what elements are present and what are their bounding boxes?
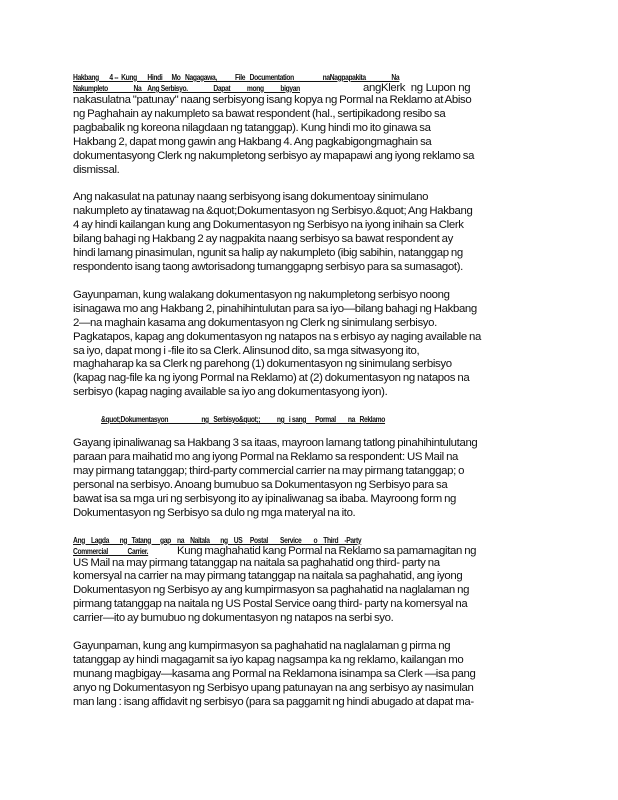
paragraph-line: nakasulatna "patunay" naang serbisyong isang kopya ng Pormal na Reklamo at Abiso [73, 94, 472, 106]
paragraph-line: hindi lamang pinasimulan, ngunit sa halip ay nakumpleto (ibig sabihin, natanggap ng [73, 247, 463, 260]
paragraph-line: bawat isa sa mga uri ng serbisyong ito ay ipinaliwanag sa ibaba. Mayroong form ng [73, 492, 457, 505]
paragraph-line: bilang bahagi ng Hakbang 2 ay nagpakita naang serbisyo sa bawat respondent ay [73, 233, 454, 246]
subheading-text: &quot;Dokumentasyon ng Serbisyo&quot;; ng i sang Pormal na Reklamo [101, 414, 386, 425]
paragraph-3 [73, 289, 535, 400]
paragraph-line: komersyal na carrier na may pirmang tatanggap na naitala sa paghahatid, ang iyong [73, 570, 463, 583]
paragraph-6 [73, 640, 535, 710]
paragraph-line: Gayang ipinaliwanag sa Hakbang 3 sa itaas, mayroon lamang tatlong pinahihintulutang [73, 437, 478, 450]
paragraph-line: maghaharap ka sa Clerk ng parehong (1) dokumentasyon ng sinimulang serbisyo [73, 358, 452, 371]
paragraph-line: personal na serbisyo. Anoang bumubuo sa Dokumentasyon ng Serbisyo para sa [73, 478, 448, 491]
subheading [101, 414, 440, 425]
paragraph-line: Gayunpaman, kung walakang dokumentasyon ng nakumpletong serbisyo noong [73, 288, 450, 301]
paragraph-line: respondento isang taong awtorisadong tumanggapng serbisyo para sa sumasagot). [73, 260, 463, 273]
paragraph-line: man lang : isang affidavit ng serbisyo (para sa paggamit ng hindi abugado at dapat ma- [73, 695, 474, 708]
paragraph-line: serbisyo (kapag naging available sa iyo ang dokumentasyong iyon). [73, 386, 388, 399]
paragraph-line: carrier—ito ay bumubuo ng dokumentasyon ng natapos na serbi syo. [73, 612, 394, 625]
heading-line-1: Hakbang 4 -- Kung Hindi Mo Nagagawa, File Documentation naNagpapakita Na [73, 72, 400, 82]
heading-tail: Kung maghahatid kang Pormal na Reklamo sa pamamagitan ng [177, 544, 477, 557]
paragraph-line: 4 ay hindi kailangan kung ang Dokumentasyon ng Serbisyo na iyong inihain sa Clerk [73, 219, 464, 232]
paragraph-line: Hakbang 2, dapat mong gawin ang Hakbang 4. Ang pagkabigongmaghain sa [73, 135, 432, 148]
heading-line-2-text: Nakumpleto Na Ang Serbisyo. Dapat mong bigyan [73, 83, 300, 93]
paragraph-line: paraan para maihatid mo ang iyong Pormal na Reklamo sa respondent: US Mail na [73, 451, 459, 464]
paragraph-line: dokumentasyong Clerk ng nakumpletong serbisyo ay mapapawi ang iyong reklamo sa [73, 149, 475, 162]
paragraph-line: sa iyo, dapat mong i -file ito sa Clerk. Alinsunod dito, sa mga sitwasyong ito, [73, 344, 420, 357]
paragraph-line: may pirmang tatanggap; third-party commercial carrier na may pirmang tatanggap; o [73, 464, 465, 477]
paragraph-line: munang magbigay—kasama ang Pormal na Reklamona isinampa sa Clerk —isa pang [73, 667, 476, 680]
paragraph-line: Gayunpaman, kung ang kumpirmasyon sa paghahatid na naglalaman g pirma ng [73, 640, 451, 653]
document-body [73, 72, 535, 724]
paragraph-line: Ang nakasulat na patunay naang serbisyong isang dokumentoay sinimulano [73, 191, 429, 204]
paragraph-line: pagbabalik ng koreona nilagdaan ng tatanggap). Kung hindi mo ito ginawa sa [73, 121, 431, 134]
paragraph-line: isinagawa mo ang Hakbang 2, pinahihintulutan para sa iyo—bilang bahagi ng Hakbang [73, 302, 477, 315]
paragraph-line: Dokumentasyon ng Serbisyo sa dulo ng mga materyal na ito. [73, 506, 356, 519]
section-us-postal [73, 535, 535, 627]
paragraph-line: pirmang tatanggap na naitala ng US Postal Service oang third- party na komersyal na [73, 598, 468, 611]
paragraph-5 [73, 557, 535, 627]
paragraph-line: (kapag nag-file ka ng iyong Pormal na Reklamo) at (2) dokumentasyon ng natapos na [73, 372, 470, 385]
paragraph-line: Dokumentasyon ng Serbisyo ay ang kumpirmasyon sa paghahatid na naglalaman ng [73, 584, 470, 597]
heading-line-1: Ang Lagda ng Tatang gap na Naitala ng US Postal Service o Third -Party [73, 534, 362, 545]
paragraph-line: anyo ng Dokumentasyon ng Serbisyo upang patunayan na ang serbisyo ay nasimulan [73, 681, 474, 694]
paragraph-line: tatanggap ay hindi magagamit sa iyo kapag nagsampa ka ng reklamo, kailangan mo [73, 654, 464, 666]
paragraph-line: US Mail na may pirmang tatanggap na naitala sa paghahatid ong third- party na [73, 556, 440, 569]
paragraph-line: dismissal. [73, 163, 120, 176]
section-hakbang-4 [73, 72, 535, 177]
paragraph-line: 2—na maghain kasama ang dokumentasyon ng Clerk ng sinimulang serbisyo. [73, 316, 437, 329]
paragraph-line: ng Paghahain ay nakumpleto sa bawat respondent (hal., sertipikadong resibo sa [73, 107, 446, 120]
paragraph-1 [73, 94, 535, 177]
paragraph-line: nakumpleto ay tinatawag na &quot;Dokumentasyon ng Serbisyo.&quot; Ang Hakbang [73, 205, 473, 218]
heading-line-2: Commercial Carrier. [73, 545, 149, 556]
paragraph-4 [73, 437, 535, 520]
paragraph-2 [73, 191, 535, 274]
heading-tail: angKlerk ng Lupon ng [363, 82, 471, 94]
paragraph-line: Pagkatapos, kapag ang dokumentasyon ng natapos na s erbisyo ay naging available na [73, 330, 482, 343]
